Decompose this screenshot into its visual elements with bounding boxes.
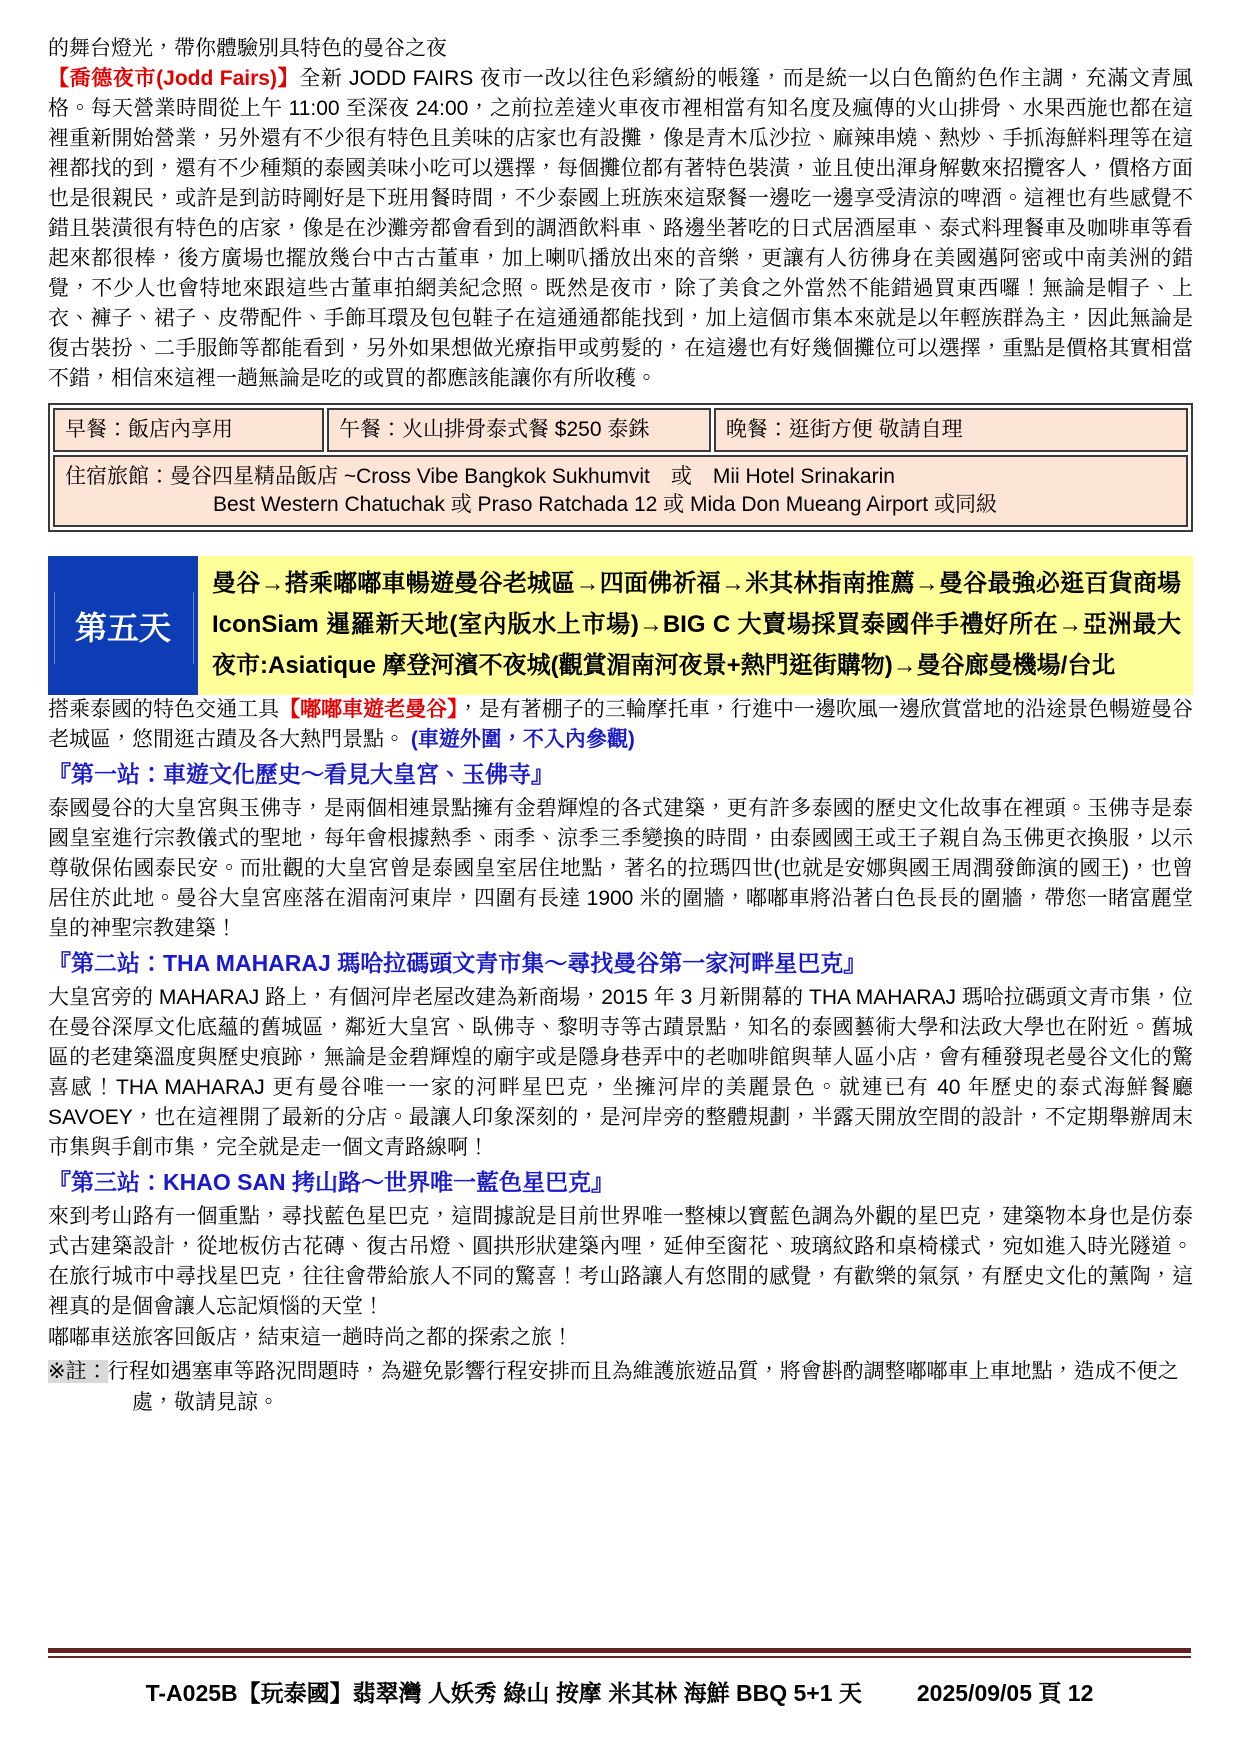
meals-row [53,408,1188,452]
footer-rule-thin [48,1656,1191,1658]
text-run-normal: 搭乘泰國的特色交通工具 [48,698,280,721]
text-run-red-bold: 【嘟嘟車遊老曼谷】 [279,698,458,721]
note-paragraph [48,1356,1193,1418]
station-3-heading: 『第三站：KHAO SAN 拷山路～世界唯一藍色星巴克』 [48,1169,615,1195]
hotel-row [53,455,1188,527]
station-1-body: 泰國曼谷的大皇宮與玉佛寺，是兩個相連景點擁有金碧輝煌的各式建築，更有許多泰國的歷史文化故事在裡頭。玉佛寺是泰國皇室進行宗教儀式的聖地，每年會根據熱季、雨季、涼季三季變換的時間，由泰國國王或王子親自為玉佛更衣換服，以示尊敬保佑國泰民安。而壯觀的大皇宮曾是泰國皇室居住地點，著名的拉瑪四世(也就是安娜與國王周潤發飾演的國王)，也曾居住於此地。曼谷大皇宮座落在湄南河東岸，四圍有長達 1900 米的圍牆，嘟嘟車將沿著白色長長的圍牆，帶您一睹富麗堂皇的神聖宗教建築！ [48,797,1193,940]
date-page-number: 2025/09/05 頁 12 [916,1680,1094,1706]
page-footer [48,1648,1191,1708]
station-2-body: 大皇宮旁的 MAHARAJ 路上，有個河岸老屋改建為新商場，2015 年 3 月新開幕的 THA MAHARAJ 瑪哈拉碼頭文青市集，位在曼谷深厚文化底蘊的舊城區，鄰近大皇宮、臥佛寺、黎明寺等古蹟景點，知名的泰國藝術大學和法政大學也在附近。舊城區的老建築溫度與歷史痕跡，無論是金碧輝煌的廟宇或是隱身巷弄中的老咖啡館與華人區小店，會有種發現老曼谷文化的驚喜感！THA MAHARAJ 更有曼谷唯一一家的河畔星巴克，坐擁河岸的美麗景色。就連已有 40 年歷史的泰式海鮮餐廳 SAVOEY，也在這裡開了最新的分店。最讓人印象深刻的，是河岸旁的整體規劃，半露天開放空間的設計，不定期舉辦周末市集與手創市集，完全就是走一個文青路線啊！ [48,986,1193,1159]
breakfast-cell: 早餐：飯店內享用 [53,408,324,452]
day5-block [48,556,1193,695]
closing-line: 嘟嘟車送旅客回飯店，結束這一趟時尚之都的探索之旅！ [48,1326,573,1349]
jodd-fairs-paragraph [48,64,1193,394]
lunch-cell: 午餐：火山排骨泰式餐 $250 泰銖 [327,408,711,452]
day5-label-box [48,556,198,695]
text-run-blue-bold: (車遊外圍，不入內參觀) [410,728,635,751]
tour-code-title: T-A025B【玩泰國】翡翠灣 人妖秀 綠山 按摩 米其林 海鮮 BBQ 5+1 天 [145,1680,862,1706]
footer-text [48,1675,1191,1708]
note-prefix: ※註： [48,1360,108,1383]
text-run-red-bold: 【喬德夜市(Jodd Fairs)】 [48,67,300,90]
station-2-heading: 『第二站：THA MAHARAJ 瑪哈拉碼頭文青市集～尋找曼谷第一家河畔星巴克』 [48,950,867,976]
text-run-normal: 全新 JODD FAIRS 夜市一改以往色彩繽紛的帳篷，而是統一以白色簡約色作主調，充滿文青風格。每天營業時間從上午 11:00 至深夜 24:00，之前拉差達火車夜市裡相當有知名度及瘋傳的火山排骨、水果西施也都在這裡重新開始營業，另外還有不少很有特色且美味的店家也有設攤，像是青木瓜沙拉、麻辣串燒、熱炒、手抓海鮮料理等在這裡都找的到，還有不少種類的泰國美味小吃可以選擇，每個攤位都有著特色裝潢，並且使出渾身解數來招攬客人，價格方面也是很親民，或許是到訪時剛好是下班用餐時間，不少泰國上班族來這聚餐一邊吃一邊享受清涼的啤酒。這裡也有些感覺不錯且裝潢很有特色的店家，像是在沙灘旁都會看到的調酒飲料車、路邊坐著吃的日式居酒屋車、泰式料理餐車及咖啡車等看起來都很棒，後方廣場也擺放幾台中古古董車，加上喇叭播放出來的音樂，更讓有人彷彿身在美國邁阿密或中南美洲的錯覺，不少人也會特地來跟這些古董車拍網美紀念照。既然是夜市，除了美食之外當然不能錯過買東西囉！無論是帽子、上衣、褲子、裙子、皮帶配件、手飾耳環及包包鞋子在這通通都能找到，加上這個市集本來就是以年輕族群為主，因此無論是復古裝扮、二手服飾等都能看到，另外如果想做光療指甲或剪髮的，在這邊也有好幾個攤位可以選擇，重點是價格其實相當不錯，相信來這裡一趟無論是吃的或買的都應該能讓你有所收穫。 [48,67,1193,390]
hotel-line1: 住宿旅館：曼谷四星精品飯店 ~Cross Vibe Bangkok Sukhumvit 或 Mii Hotel Srinakarin [65,465,895,488]
intro-line: 的舞台燈光，帶你體驗別具特色的曼谷之夜 [48,37,447,60]
hotel-line2: Best Western Chatuchak 或 Praso Ratchada 12 或 Mida Don Mueang Airport 或同級 [213,493,997,516]
dinner-cell: 晚餐：逛街方便 敬請自理 [714,408,1188,452]
meals-hotel-table [48,403,1193,532]
note-text: 行程如遇塞車等路況問題時，為避免影響行程安排而且為維護旅遊品質，將會斟酌調整嘟嘟車上車地點，造成不便之處，敬請見諒。 [107,1360,1179,1414]
station-1-heading: 『第一站：車遊文化歷史～看見大皇宮、玉佛寺』 [48,761,554,787]
day5-label: 第五天 [74,609,171,646]
hotel-cell [53,455,1188,527]
day5-itinerary: 曼谷→搭乘嘟嘟車暢遊曼谷老城區→四面佛祈福→米其林指南推薦→曼谷最強必逛百貨商場 IconSiam 暹羅新天地(室內版水上市場)→BIG C 大賣場採買泰國伴手禮好所在→亞洲最大夜市:Asiatique 摩登河濱不夜城(觀賞湄南河夜景+熱門逛街購物)→曼谷廊曼機場/台北 [198,556,1193,695]
tuktuk-paragraph [48,695,1193,755]
station-3-body: 來到考山路有一個重點，尋找藍色星巴克，這間據說是目前世界唯一整棟以寶藍色調為外觀的星巴克，建築物本身也是仿泰式古建築設計，從地板仿古花磚、復古吊燈、圓拱形狀建築內哩，延伸至窗花、玻璃紋路和桌椅樣式，宛如進入時光隧道。在旅行城市中尋找星巴克，往往會帶給旅人不同的驚喜！考山路讓人有悠閒的感覺，有歡樂的氣氛，有歷史文化的薰陶，這裡真的是個會讓人忘記煩惱的天堂！ [48,1205,1193,1318]
text-run-normal: ，是有著棚子的三輪摩托車，行進中一邊吹風一邊欣賞當地的沿途景色暢遊曼谷老城區，悠閒逛古蹟及各大熱門景點。 [48,698,1194,751]
